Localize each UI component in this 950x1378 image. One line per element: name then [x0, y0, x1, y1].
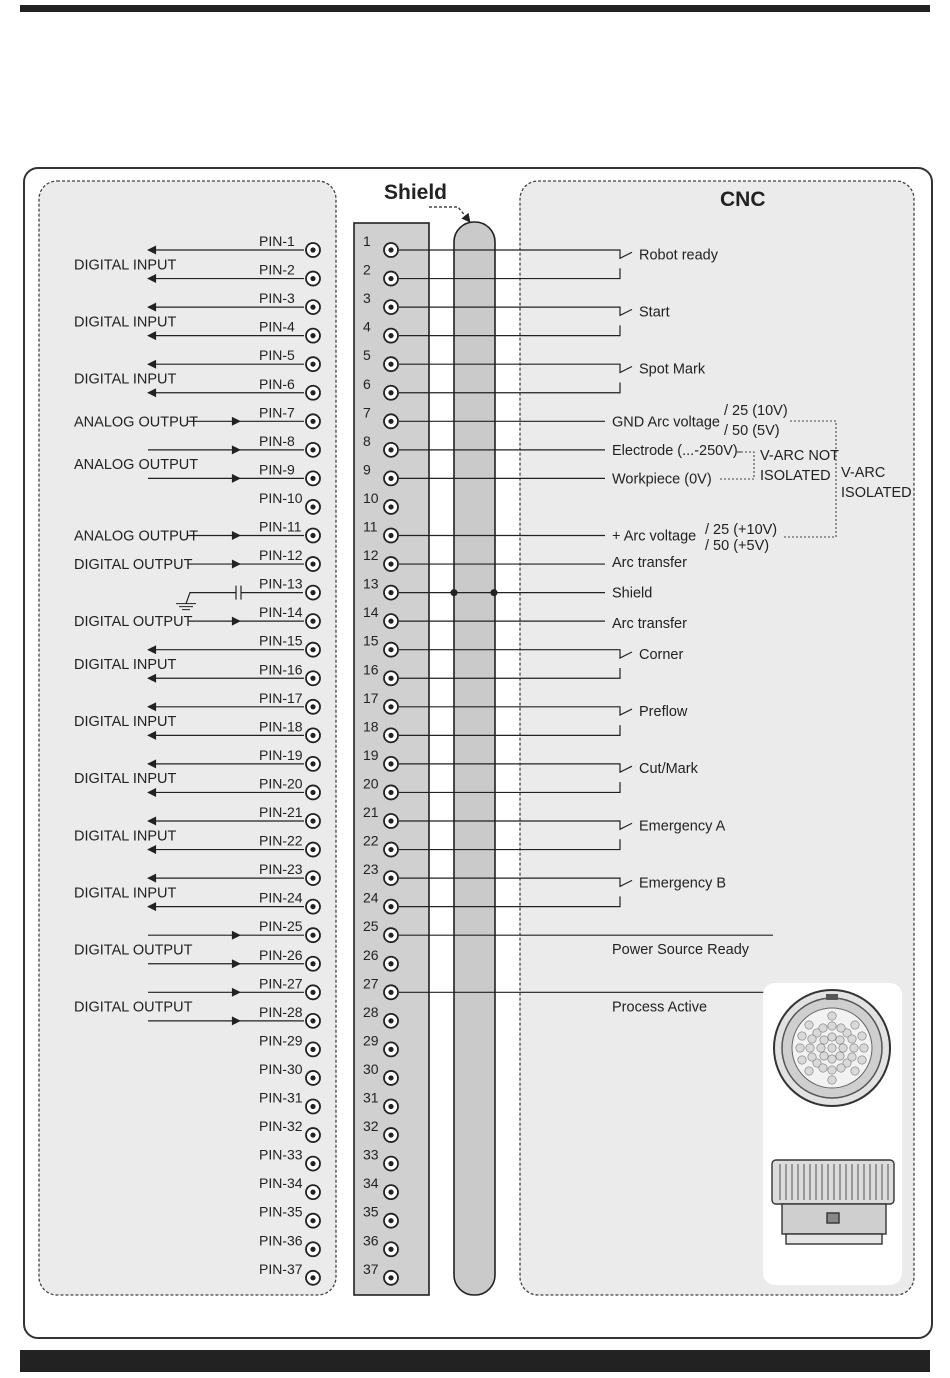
pin-terminal-left [306, 785, 320, 799]
pin-number: 3 [363, 290, 371, 307]
pin-label: PIN-3 [259, 290, 295, 307]
cnc-contact-label: Robot ready [639, 247, 718, 264]
connector-front-view [774, 990, 890, 1106]
pin-terminal-block [384, 900, 398, 914]
pin-number: 7 [363, 404, 371, 421]
pin-terminal-block [384, 985, 398, 999]
pin-terminal-left [306, 814, 320, 828]
cnc-line-label: Shield [612, 585, 653, 602]
pin-terminal-left [306, 1242, 320, 1256]
pin-terminal-left [306, 700, 320, 714]
pin-terminal-left [306, 614, 320, 628]
cnc-contact-label: Cut/Mark [639, 761, 698, 778]
cnc-contact-label: Start [639, 304, 670, 321]
pin-label: PIN-34 [259, 1175, 303, 1192]
pin-number: 11 [363, 518, 378, 535]
pin-terminal-block [384, 557, 398, 571]
left-signal-label: DIGITAL INPUT [74, 656, 177, 673]
pin-terminal-left [306, 928, 320, 942]
pin-label: PIN-13 [259, 575, 303, 592]
left-signal-label: DIGITAL OUTPUT [74, 999, 193, 1016]
pin-terminal-block [384, 671, 398, 685]
pin-terminal-left [306, 414, 320, 428]
pin-terminal-left [306, 1185, 320, 1199]
pin-label: PIN-14 [259, 604, 303, 621]
pin-label: PIN-11 [259, 518, 302, 535]
left-signal-label: DIGITAL INPUT [74, 828, 177, 845]
ratio-bottom-line2: / 50 (+5V) [705, 538, 770, 554]
pin-terminal-block [384, 586, 398, 600]
pin-terminal-left [306, 329, 320, 343]
pin-terminal-left [306, 957, 320, 971]
pin-terminal-left [306, 243, 320, 257]
pin-number: 6 [363, 375, 371, 392]
pin-terminal-block [384, 357, 398, 371]
cnc-line-label: Workpiece (0V) [612, 471, 712, 488]
pin-terminal-block [384, 529, 398, 543]
pin-terminal-block [384, 700, 398, 714]
pin-number: 14 [363, 604, 379, 621]
pin-number: 17 [363, 689, 379, 706]
cnc-contact-label: Preflow [639, 704, 688, 721]
pin-number: 26 [363, 946, 379, 963]
pin-label: PIN-27 [259, 975, 303, 992]
pin-label: PIN-10 [259, 489, 303, 506]
pin-terminal-left [306, 300, 320, 314]
pin-terminal-block [384, 1271, 398, 1285]
left-signal-label: DIGITAL OUTPUT [74, 942, 193, 959]
pin-terminal-left [306, 1071, 320, 1085]
pin-terminal-left [306, 1157, 320, 1171]
left-signal-label: DIGITAL INPUT [74, 771, 177, 788]
pin-terminal-left [306, 471, 320, 485]
pin-number: 34 [363, 1175, 379, 1192]
pin-number: 5 [363, 347, 371, 364]
cnc-line-label: GND Arc voltage [612, 414, 720, 431]
pin-number: 4 [363, 318, 371, 335]
pin-label: PIN-23 [259, 861, 303, 878]
pin-terminal-block [384, 1242, 398, 1256]
pin-label: PIN-22 [259, 832, 303, 849]
cnc-line-label: Process Active [612, 999, 708, 1016]
pin-label: PIN-9 [259, 461, 295, 478]
pin-number: 33 [363, 1146, 379, 1163]
pin-label: PIN-18 [259, 718, 303, 735]
shield-tube [454, 222, 495, 1295]
cnc-line-label: + Arc voltage [612, 528, 697, 545]
pin-label: PIN-29 [259, 1032, 303, 1049]
left-signal-label: DIGITAL OUTPUT [74, 557, 193, 574]
cnc-contact-label: Emergency A [639, 818, 726, 835]
pin-terminal-block [384, 500, 398, 514]
pin-terminal-block [384, 272, 398, 286]
pin-label: PIN-15 [259, 632, 303, 649]
pin-label: PIN-7 [259, 404, 295, 421]
pin-terminal-block [384, 785, 398, 799]
left-signal-label: DIGITAL INPUT [74, 257, 177, 274]
cnc-contact-label: Spot Mark [639, 361, 706, 378]
pin-number: 29 [363, 1032, 379, 1049]
pin-terminal-block [384, 928, 398, 942]
pin-terminal-block [384, 471, 398, 485]
varc-isolated-line1: V-ARC [841, 465, 886, 481]
pin-label: PIN-1 [259, 233, 295, 249]
pin-number: 32 [363, 1118, 379, 1135]
pin-terminal-block [384, 1128, 398, 1142]
pin-label: PIN-17 [259, 689, 303, 706]
pin-terminal-block [384, 386, 398, 400]
pin-terminal-block [384, 443, 398, 457]
pin-number: 22 [363, 832, 379, 849]
pin-label: PIN-33 [259, 1146, 303, 1163]
pin-number: 8 [363, 432, 371, 449]
pin-number: 20 [363, 775, 379, 792]
pin-terminal-block [384, 1014, 398, 1028]
pin-label: PIN-24 [259, 889, 303, 906]
pin-number: 28 [363, 1003, 379, 1020]
pin-terminal-left [306, 757, 320, 771]
left-signal-label: DIGITAL INPUT [74, 314, 177, 331]
pin-label: PIN-2 [259, 261, 295, 278]
left-signal-label: ANALOG OUTPUT [74, 457, 199, 474]
pin-number: 10 [363, 489, 379, 506]
pin-terminal-left [306, 1100, 320, 1114]
connector-picture [763, 983, 902, 1285]
pin-number: 15 [363, 632, 379, 649]
pin-terminal-left [306, 1128, 320, 1142]
pin-label: PIN-30 [259, 1060, 303, 1077]
pin-terminal-block [384, 614, 398, 628]
left-signal-label: DIGITAL INPUT [74, 885, 177, 902]
pin-terminal-left [306, 586, 320, 600]
pin-terminal-left [306, 871, 320, 885]
pin-terminal-left [306, 1214, 320, 1228]
pin-number: 30 [363, 1060, 379, 1077]
pin-label: PIN-19 [259, 746, 303, 763]
left-signal-label: ANALOG OUTPUT [74, 414, 199, 431]
pin-terminal-left [306, 357, 320, 371]
varc-not-isolated-line1: V-ARC NOT [760, 448, 839, 464]
pin-terminal-left [306, 985, 320, 999]
pin-label: PIN-32 [259, 1118, 303, 1135]
pin-number: 18 [363, 718, 379, 735]
left-signal-label: ANALOG OUTPUT [74, 528, 199, 545]
pin-terminal-block [384, 643, 398, 657]
pin-label: PIN-6 [259, 375, 295, 392]
pin-label: PIN-20 [259, 775, 303, 792]
pin-terminal-block [384, 957, 398, 971]
pin-number: 19 [363, 746, 379, 763]
pin-terminal-left [306, 900, 320, 914]
pin-terminal-block [384, 300, 398, 314]
pin-label: PIN-21 [259, 804, 303, 820]
pin-number: 12 [363, 547, 379, 564]
ratio-bottom-line1: / 25 (+10V) [705, 522, 778, 538]
pin-terminal-left [306, 1042, 320, 1056]
pin-terminal-left [306, 529, 320, 543]
pin-number: 27 [363, 975, 379, 992]
pin-terminal-block [384, 1185, 398, 1199]
cnc-line-label: Arc transfer [612, 616, 687, 633]
pin-label: PIN-35 [259, 1203, 303, 1220]
varc-not-isolated-line2: ISOLATED [760, 468, 831, 484]
pin-number: 35 [363, 1203, 379, 1220]
pin-number: 25 [363, 918, 379, 935]
pin-number: 2 [363, 261, 371, 278]
pin-terminal-block [384, 329, 398, 343]
pin-number: 13 [363, 575, 379, 592]
pin-terminal-block [384, 1157, 398, 1171]
pin-terminal-left [306, 843, 320, 857]
pin-terminal-block [384, 728, 398, 742]
cnc-line-label: Arc transfer [612, 555, 687, 572]
pin-number: 9 [363, 461, 371, 478]
bottom-bar [20, 1350, 930, 1372]
pin-terminal-left [306, 671, 320, 685]
pin-label: PIN-31 [259, 1089, 303, 1106]
ratio-top-line2: / 50 (5V) [724, 423, 780, 439]
pin-terminal-block [384, 757, 398, 771]
pin-terminal-block [384, 871, 398, 885]
pin-label: PIN-5 [259, 347, 295, 364]
pin-terminal-block [384, 814, 398, 828]
pin-terminal-left [306, 443, 320, 457]
pin-terminal-left [306, 1271, 320, 1285]
left-signal-label: DIGITAL OUTPUT [74, 614, 193, 631]
pin-label: PIN-25 [259, 918, 303, 935]
pin-terminal-left [306, 1014, 320, 1028]
cnc-contact-label: Corner [639, 646, 684, 663]
top-bar [20, 5, 930, 12]
pin-terminal-block [384, 843, 398, 857]
cnc-line-label: Electrode (...-250V) [612, 442, 738, 459]
cnc-line-label: Power Source Ready [612, 942, 750, 959]
pin-label: PIN-26 [259, 946, 303, 963]
pin-terminal-block [384, 1100, 398, 1114]
pin-label: PIN-8 [259, 432, 295, 449]
pin-number: 37 [363, 1260, 379, 1277]
pin-terminal-left [306, 643, 320, 657]
pin-terminal-block [384, 1071, 398, 1085]
pin-label: PIN-36 [259, 1232, 303, 1249]
cnc-title: CNC [720, 188, 766, 211]
pin-terminal-left [306, 386, 320, 400]
ratio-top-line1: / 25 (10V) [724, 403, 788, 419]
connector-side-view [772, 1160, 894, 1244]
shield-title: Shield [384, 181, 448, 204]
pin-number: 24 [363, 889, 379, 906]
pin-label: PIN-4 [259, 318, 295, 335]
left-signal-label: DIGITAL INPUT [74, 714, 177, 731]
cnc-contact-label: Emergency B [639, 875, 727, 892]
pin-terminal-left [306, 500, 320, 514]
pin-terminal-left [306, 557, 320, 571]
pin-number: 23 [363, 861, 379, 878]
pin-number: 1 [363, 233, 371, 249]
pin-terminal-block [384, 414, 398, 428]
pin-terminal-block [384, 1214, 398, 1228]
pin-label: PIN-37 [259, 1260, 303, 1277]
pin-number: 31 [363, 1089, 379, 1106]
pin-terminal-block [384, 243, 398, 257]
pin-terminal-left [306, 728, 320, 742]
pin-terminal-left [306, 272, 320, 286]
left-signal-label: DIGITAL INPUT [74, 371, 177, 388]
pin-label: PIN-28 [259, 1003, 303, 1020]
pin-terminal-block [384, 1042, 398, 1056]
pin-label: PIN-16 [259, 661, 303, 678]
pin-label: PIN-12 [259, 547, 303, 564]
pin-number: 21 [363, 804, 379, 820]
pin-number: 36 [363, 1232, 379, 1249]
varc-isolated-line2: ISOLATED [841, 485, 912, 501]
pin-number: 16 [363, 661, 379, 678]
